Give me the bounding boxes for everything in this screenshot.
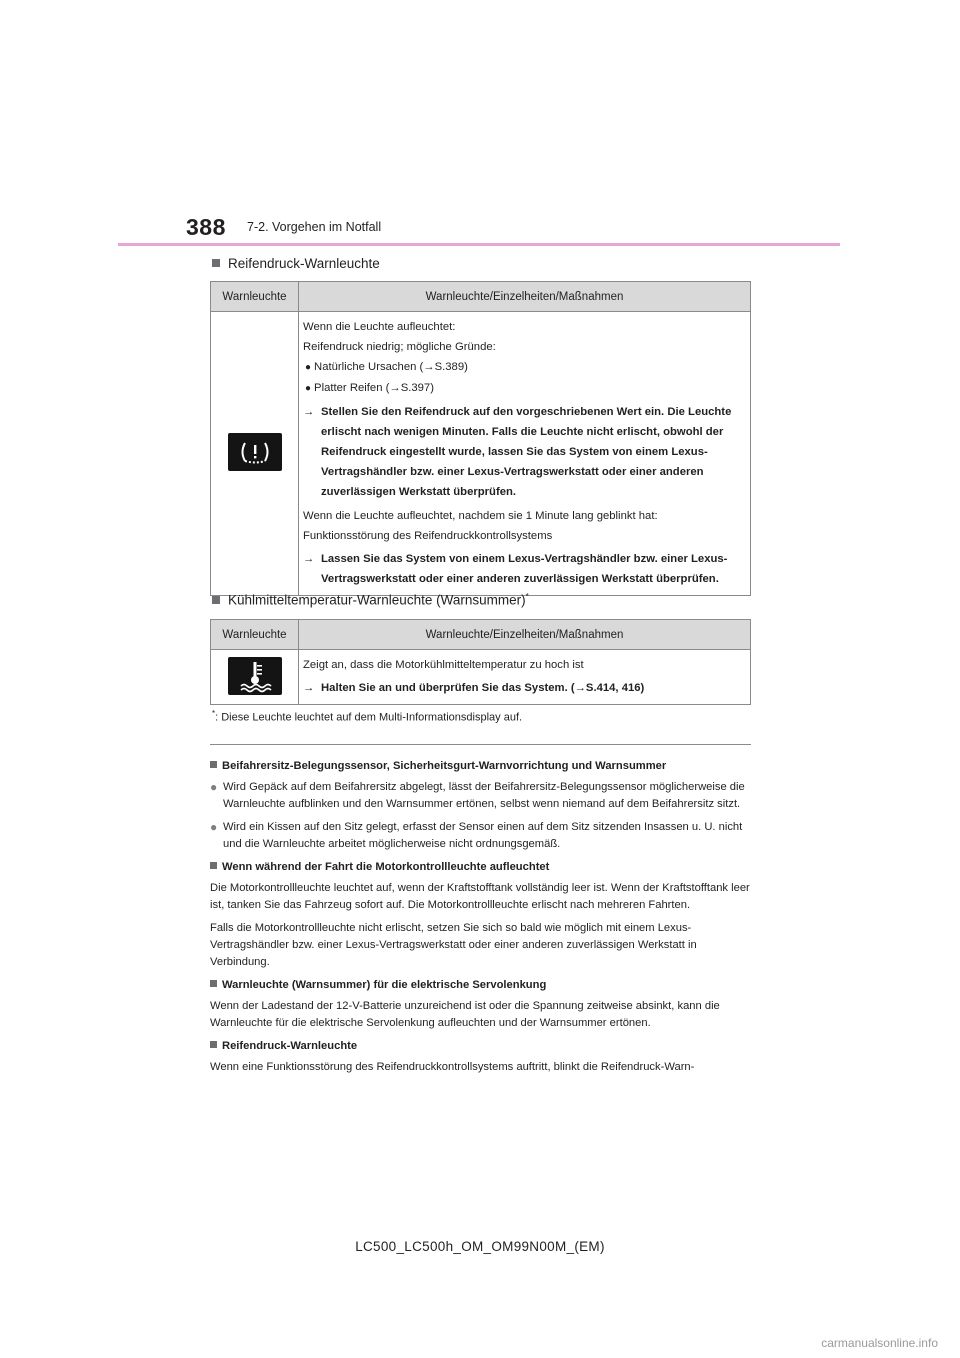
note-paragraph: Falls die Motorkontrollleuchte nicht erlischt, setzen Sie sich so bald wie möglich mit einem Lexus-Vertragshändler bzw. einer Lexus-Vertragswerkstatt oder einer anderen zuverlässigen Werkstatt in Verbindung. (210, 922, 697, 968)
note-heading: Reifendruck-Warnleuchte (210, 1038, 755, 1055)
heading-coolant-temperature: Kühlmitteltemperatur-Warnleuchte (Warnsummer)* (212, 592, 529, 608)
footer-doc-code: LC500_LC500h_OM_OM99N00M_(EM) (355, 1239, 605, 1254)
divider (210, 744, 751, 745)
tire-pressure-table (210, 281, 751, 596)
tire-pressure-warning-icon (228, 433, 282, 471)
note-heading: Wenn während der Fahrt die Motorkontrollleuchte aufleuchtet (210, 859, 755, 876)
coolant-temperature-table (210, 619, 751, 705)
square-bullet-icon (212, 259, 220, 267)
table-header-light: Warnleuchte (211, 282, 299, 312)
header-rule (118, 243, 840, 246)
note-bullet: ● Wird Gepäck auf dem Beifahrersitz abgelegt, lässt der Beifahrersitz-Belegungssensor möglicherweise die Warnleuchte aufblinken und den Warnsummer ertönen, selbst wenn niemand auf dem Beifahrersitz sitzt. (210, 780, 745, 810)
footnote: *: Diese Leuchte leuchtet auf dem Multi-Informationsdisplay auf. (212, 709, 523, 724)
notes (210, 752, 755, 1082)
table-header-details: Warnleuchte/Einzelheiten/Maßnahmen (299, 282, 751, 312)
text-line: Reifendruck niedrig; mögliche Gründe: (303, 341, 496, 353)
list-item: ● Natürliche Ursachen (→S.389) (305, 361, 468, 373)
note-bullet: ● Wird ein Kissen auf den Sitz gelegt, erfasst der Sensor einen auf dem Sitz sitzenden Insassen u. U. nicht und die Warnleuchte arbeitet möglicherweise nicht ordnungsgemäß. (210, 820, 743, 850)
section-title: 7-2. Vorgehen im Notfall (247, 220, 382, 234)
text-line: Wenn die Leuchte aufleuchtet: (303, 321, 456, 333)
watermark[interactable]: carmanualsonline.info (821, 1336, 938, 1350)
table-header-details: Warnleuchte/Einzelheiten/Maßnahmen (299, 620, 751, 650)
note-paragraph: Die Motorkontrollleuchte leuchtet auf, wenn der Kraftstofftank vollständig leer ist. Wenn der Kraftstofftank leer ist, tanken Sie das Fahrzeug sofort auf. Die Motorkontrollleuchte erlischt nach mehreren Fahrten. (210, 882, 750, 911)
coolant-temperature-icon (228, 657, 282, 695)
text-line: Wenn die Leuchte aufleuchtet, nachdem sie 1 Minute lang geblinkt hat: (303, 510, 658, 522)
square-bullet-icon (212, 596, 220, 604)
note-heading: Beifahrersitz-Belegungssensor, Sicherheitsgurt-Warnvorrichtung und Warnsummer (210, 758, 755, 775)
heading-tire-pressure: Reifendruck-Warnleuchte (212, 256, 380, 271)
table-header-light: Warnleuchte (211, 620, 299, 650)
action-step: → Lassen Sie das System von einem Lexus-Vertragshändler bzw. einer Lexus-Vertragswerkstatt oder einer anderen zuverlässigen Werkstatt überprüfen. (303, 553, 728, 585)
note-heading: Warnleuchte (Warnsummer) für die elektrische Servolenkung (210, 977, 755, 994)
text-line: Funktionsstörung des Reifendruckkontrollsystems (303, 530, 553, 542)
list-item: ● Platter Reifen (→S.397) (305, 382, 434, 394)
action-step: → Stellen Sie den Reifendruck auf den vorgeschriebenen Wert ein. Die Leuchte erlischt nach wenigen Minuten. Falls die Leuchte nicht erlischt, obwohl der Reifendruck eingestellt wurde, lassen Sie das System von einem Lexus-Vertragshändler bzw. einer Lexus-Vertragswerkstatt oder einer anderen zuverlässigen Werkstatt überprüfen. (303, 406, 732, 498)
text-line: Zeigt an, dass die Motorkühlmitteltemperatur zu hoch ist (303, 659, 584, 671)
note-paragraph: Wenn eine Funktionsstörung des Reifendruckkontrollsystems auftritt, blinkt die Reifendruck-Warn- (210, 1061, 695, 1073)
page-number: 388 (186, 214, 226, 240)
note-paragraph: Wenn der Ladestand der 12-V-Batterie unzureichend ist oder die Spannung zeitweise absinkt, kann die Warnleuchte für die elektrische Servolenkung aufleuchten und der Warnsummer ertönen. (210, 1000, 720, 1029)
action-step: → Halten Sie an und überprüfen Sie das System. (→S.414, 416) (303, 682, 645, 694)
